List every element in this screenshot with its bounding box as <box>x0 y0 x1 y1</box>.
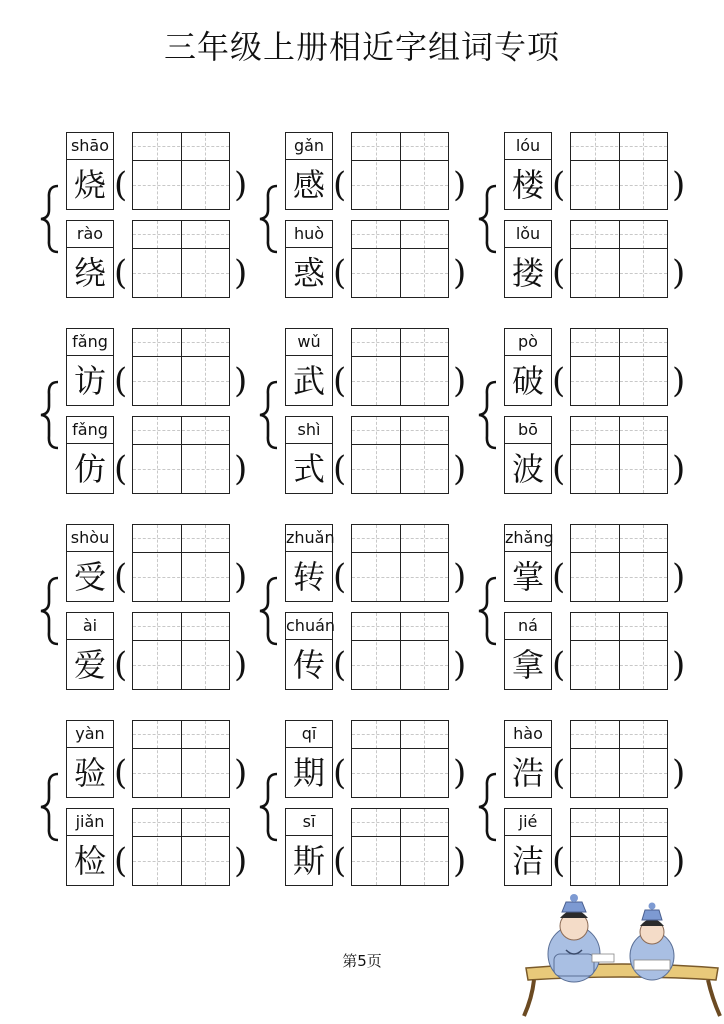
left-curly-brace-icon <box>476 576 500 646</box>
left-curly-brace-icon <box>257 184 281 254</box>
close-paren: ) <box>453 557 467 597</box>
word-item <box>285 524 495 606</box>
pinyin-label: gǎn <box>285 132 333 160</box>
character-box: 期 <box>285 748 333 798</box>
open-paren: ( <box>333 361 347 401</box>
character-box: 绕 <box>66 248 114 298</box>
pinyin-label: rào <box>66 220 114 248</box>
writing-grid[interactable] <box>351 612 449 690</box>
character-box: 爱 <box>66 640 114 690</box>
pinyin-label: fǎng <box>66 328 114 356</box>
writing-grid[interactable] <box>351 220 449 298</box>
pinyin-label: bō <box>504 416 552 444</box>
open-paren: ( <box>333 557 347 597</box>
character-box: 破 <box>504 356 552 406</box>
close-paren: ) <box>453 253 467 293</box>
pinyin-label: yàn <box>66 720 114 748</box>
writing-grid[interactable] <box>570 328 668 406</box>
close-paren: ) <box>234 253 248 293</box>
word-group <box>504 524 714 696</box>
word-group <box>66 524 276 696</box>
character-box: 武 <box>285 356 333 406</box>
writing-grid[interactable] <box>570 220 668 298</box>
pinyin-label: qī <box>285 720 333 748</box>
open-paren: ( <box>114 361 128 401</box>
word-item <box>504 328 714 410</box>
character-box: 验 <box>66 748 114 798</box>
left-curly-brace-icon <box>38 184 62 254</box>
left-curly-brace-icon <box>38 380 62 450</box>
scholars-illustration <box>522 888 722 1022</box>
word-item <box>285 220 495 302</box>
character-box: 洁 <box>504 836 552 886</box>
writing-grid[interactable] <box>132 132 230 210</box>
character-box: 斯 <box>285 836 333 886</box>
character-box: 浩 <box>504 748 552 798</box>
left-curly-brace-icon <box>257 576 281 646</box>
word-item <box>285 720 495 802</box>
pinyin-label: chuán <box>285 612 333 640</box>
character-box: 惑 <box>285 248 333 298</box>
left-curly-brace-icon <box>476 772 500 842</box>
pinyin-label: lǒu <box>504 220 552 248</box>
close-paren: ) <box>672 753 686 793</box>
writing-grid[interactable] <box>570 720 668 798</box>
open-paren: ( <box>333 753 347 793</box>
character-box: 掌 <box>504 552 552 602</box>
word-item <box>504 416 714 498</box>
open-paren: ( <box>552 557 566 597</box>
close-paren: ) <box>453 165 467 205</box>
writing-grid[interactable] <box>570 524 668 602</box>
pinyin-label: shì <box>285 416 333 444</box>
close-paren: ) <box>234 753 248 793</box>
pinyin-label: huò <box>285 220 333 248</box>
left-curly-brace-icon <box>38 576 62 646</box>
left-curly-brace-icon <box>257 380 281 450</box>
writing-grid[interactable] <box>570 612 668 690</box>
open-paren: ( <box>552 165 566 205</box>
word-item <box>66 220 276 302</box>
word-item <box>66 524 276 606</box>
left-curly-brace-icon <box>38 772 62 842</box>
writing-grid[interactable] <box>351 132 449 210</box>
writing-grid[interactable] <box>132 612 230 690</box>
left-curly-brace-icon <box>476 184 500 254</box>
open-paren: ( <box>552 841 566 881</box>
close-paren: ) <box>672 361 686 401</box>
character-box: 式 <box>285 444 333 494</box>
word-item <box>504 132 714 214</box>
word-group <box>504 132 714 304</box>
pinyin-label: zhǎng <box>504 524 552 552</box>
word-group <box>285 524 495 696</box>
writing-grid[interactable] <box>132 808 230 886</box>
open-paren: ( <box>114 841 128 881</box>
word-group <box>285 328 495 500</box>
word-item <box>66 132 276 214</box>
word-group <box>66 328 276 500</box>
open-paren: ( <box>114 645 128 685</box>
word-group <box>504 328 714 500</box>
open-paren: ( <box>114 165 128 205</box>
pinyin-label: hào <box>504 720 552 748</box>
close-paren: ) <box>453 645 467 685</box>
open-paren: ( <box>114 557 128 597</box>
pinyin-label: ài <box>66 612 114 640</box>
open-paren: ( <box>552 253 566 293</box>
close-paren: ) <box>234 557 248 597</box>
character-box: 受 <box>66 552 114 602</box>
word-item <box>285 132 495 214</box>
writing-grid[interactable] <box>132 220 230 298</box>
close-paren: ) <box>234 645 248 685</box>
word-item <box>504 524 714 606</box>
close-paren: ) <box>672 645 686 685</box>
close-paren: ) <box>672 449 686 489</box>
page-number: 第5页 <box>342 952 382 970</box>
writing-grid[interactable] <box>570 132 668 210</box>
open-paren: ( <box>333 841 347 881</box>
writing-grid[interactable] <box>132 416 230 494</box>
pinyin-label: shāo <box>66 132 114 160</box>
open-paren: ( <box>552 753 566 793</box>
writing-grid[interactable] <box>132 720 230 798</box>
word-group <box>285 132 495 304</box>
writing-grid[interactable] <box>351 808 449 886</box>
open-paren: ( <box>552 449 566 489</box>
pinyin-label: lóu <box>504 132 552 160</box>
word-item <box>504 808 714 890</box>
word-item <box>66 416 276 498</box>
word-group <box>66 720 276 892</box>
writing-grid[interactable] <box>570 808 668 886</box>
writing-grid[interactable] <box>351 524 449 602</box>
word-group <box>285 720 495 892</box>
writing-grid[interactable] <box>570 416 668 494</box>
word-item <box>504 220 714 302</box>
open-paren: ( <box>552 645 566 685</box>
close-paren: ) <box>453 361 467 401</box>
open-paren: ( <box>552 361 566 401</box>
word-item <box>66 808 276 890</box>
close-paren: ) <box>234 165 248 205</box>
character-box: 烧 <box>66 160 114 210</box>
open-paren: ( <box>114 449 128 489</box>
word-item <box>285 808 495 890</box>
word-item <box>66 612 276 694</box>
page-title: 三年级上册相近字组词专项 <box>163 28 560 66</box>
left-curly-brace-icon <box>476 380 500 450</box>
writing-grid[interactable] <box>132 328 230 406</box>
open-paren: ( <box>114 753 128 793</box>
word-group <box>504 720 714 892</box>
character-box: 转 <box>285 552 333 602</box>
open-paren: ( <box>333 449 347 489</box>
character-box: 搂 <box>504 248 552 298</box>
character-box: 拿 <box>504 640 552 690</box>
close-paren: ) <box>672 557 686 597</box>
character-box: 楼 <box>504 160 552 210</box>
open-paren: ( <box>333 165 347 205</box>
close-paren: ) <box>672 165 686 205</box>
open-paren: ( <box>333 645 347 685</box>
word-item <box>285 416 495 498</box>
writing-grid[interactable] <box>351 328 449 406</box>
character-box: 检 <box>66 836 114 886</box>
character-box: 感 <box>285 160 333 210</box>
pinyin-label: zhuǎn <box>285 524 333 552</box>
pinyin-label: jié <box>504 808 552 836</box>
close-paren: ) <box>453 449 467 489</box>
character-box: 波 <box>504 444 552 494</box>
close-paren: ) <box>672 253 686 293</box>
pinyin-label: shòu <box>66 524 114 552</box>
word-item <box>504 720 714 802</box>
word-item <box>504 612 714 694</box>
writing-grid[interactable] <box>132 524 230 602</box>
word-item <box>285 612 495 694</box>
open-paren: ( <box>333 253 347 293</box>
open-paren: ( <box>114 253 128 293</box>
pinyin-label: pò <box>504 328 552 356</box>
pinyin-label: ná <box>504 612 552 640</box>
close-paren: ) <box>234 361 248 401</box>
close-paren: ) <box>234 841 248 881</box>
word-item <box>285 328 495 410</box>
pinyin-label: sī <box>285 808 333 836</box>
close-paren: ) <box>453 753 467 793</box>
close-paren: ) <box>453 841 467 881</box>
word-item <box>66 328 276 410</box>
word-group <box>66 132 276 304</box>
character-box: 传 <box>285 640 333 690</box>
writing-grid[interactable] <box>351 720 449 798</box>
left-curly-brace-icon <box>257 772 281 842</box>
pinyin-label: wǔ <box>285 328 333 356</box>
word-item <box>66 720 276 802</box>
close-paren: ) <box>672 841 686 881</box>
character-box: 仿 <box>66 444 114 494</box>
writing-grid[interactable] <box>351 416 449 494</box>
pinyin-label: jiǎn <box>66 808 114 836</box>
close-paren: ) <box>234 449 248 489</box>
character-box: 访 <box>66 356 114 406</box>
pinyin-label: fǎng <box>66 416 114 444</box>
